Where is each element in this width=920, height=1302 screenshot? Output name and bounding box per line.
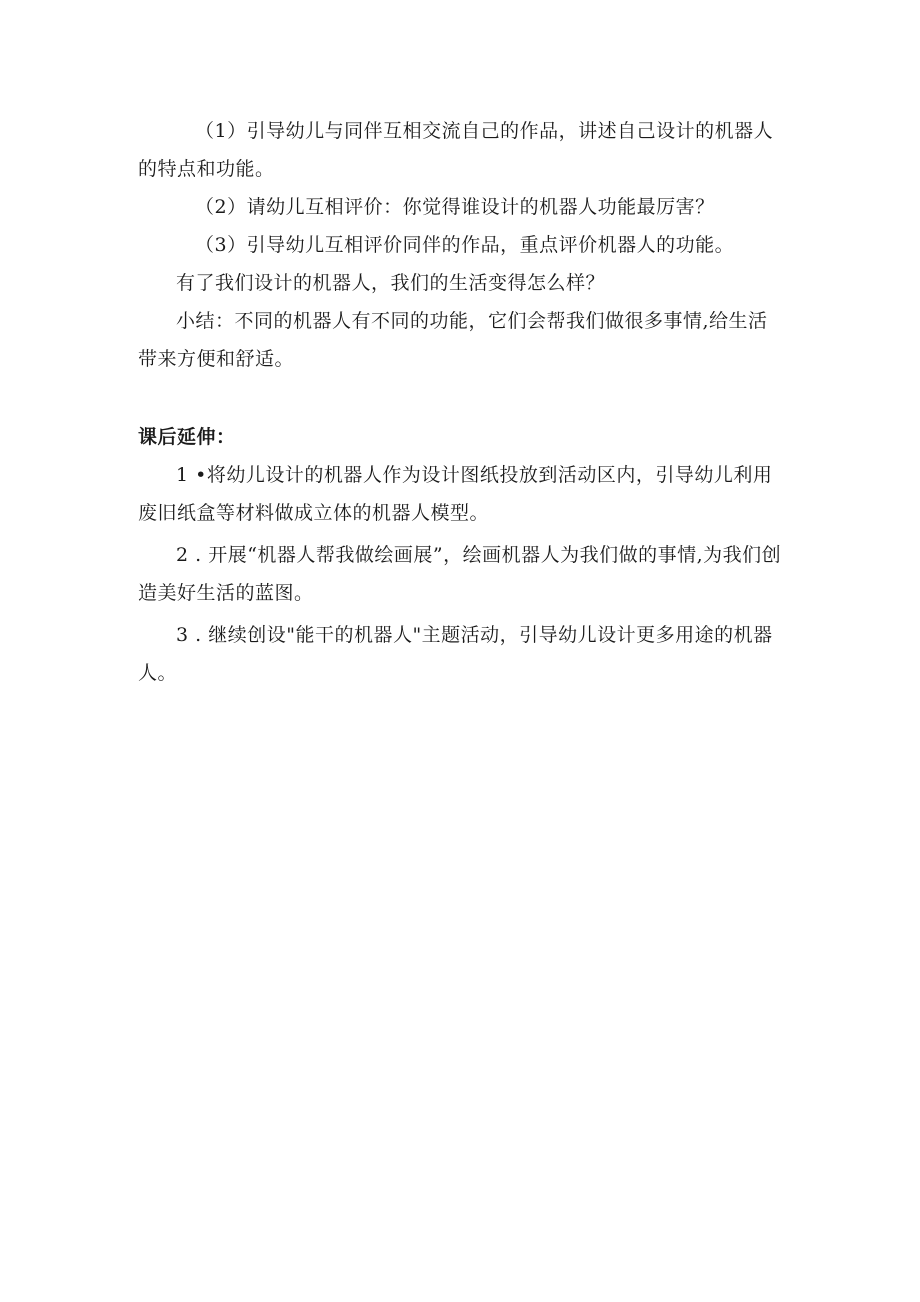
extension-item-3: 3 . 继续创设"能干的机器人"主题活动，引导幼儿设计更多用途的机器人。 <box>138 624 773 684</box>
discussion-item-2: （2）请幼儿互相评价：你觉得谁设计的机器人功能最厉害？ <box>195 196 715 218</box>
discussion-item-1: （1）引导幼儿与同伴互相交流自己的作品，讲述自己设计的机器人的特点和功能。 <box>138 120 774 180</box>
discussion-item-3: （3）引导幼儿互相评价同伴的作品，重点评价机器人的功能。 <box>195 234 735 256</box>
extension-heading: 课后延伸： <box>138 426 236 448</box>
discussion-summary: 小结：不同的机器人有不同的功能，它们会帮我们做很多事情,给生活带来方便和舒适。 <box>138 310 768 370</box>
extension-item-1: 1 •将幼儿设计的机器人作为设计图纸投放到活动区内，引导幼儿利用废旧纸盒等材料做成立体的机器人模型。 <box>138 464 773 524</box>
extension-item-2: 2 . 开展“机器人帮我做绘画展”，绘画机器人为我们做的事情,为我们创造美好生活的蓝图。 <box>138 544 782 604</box>
discussion-question: 有了我们设计的机器人，我们的生活变得怎么样？ <box>176 272 606 294</box>
